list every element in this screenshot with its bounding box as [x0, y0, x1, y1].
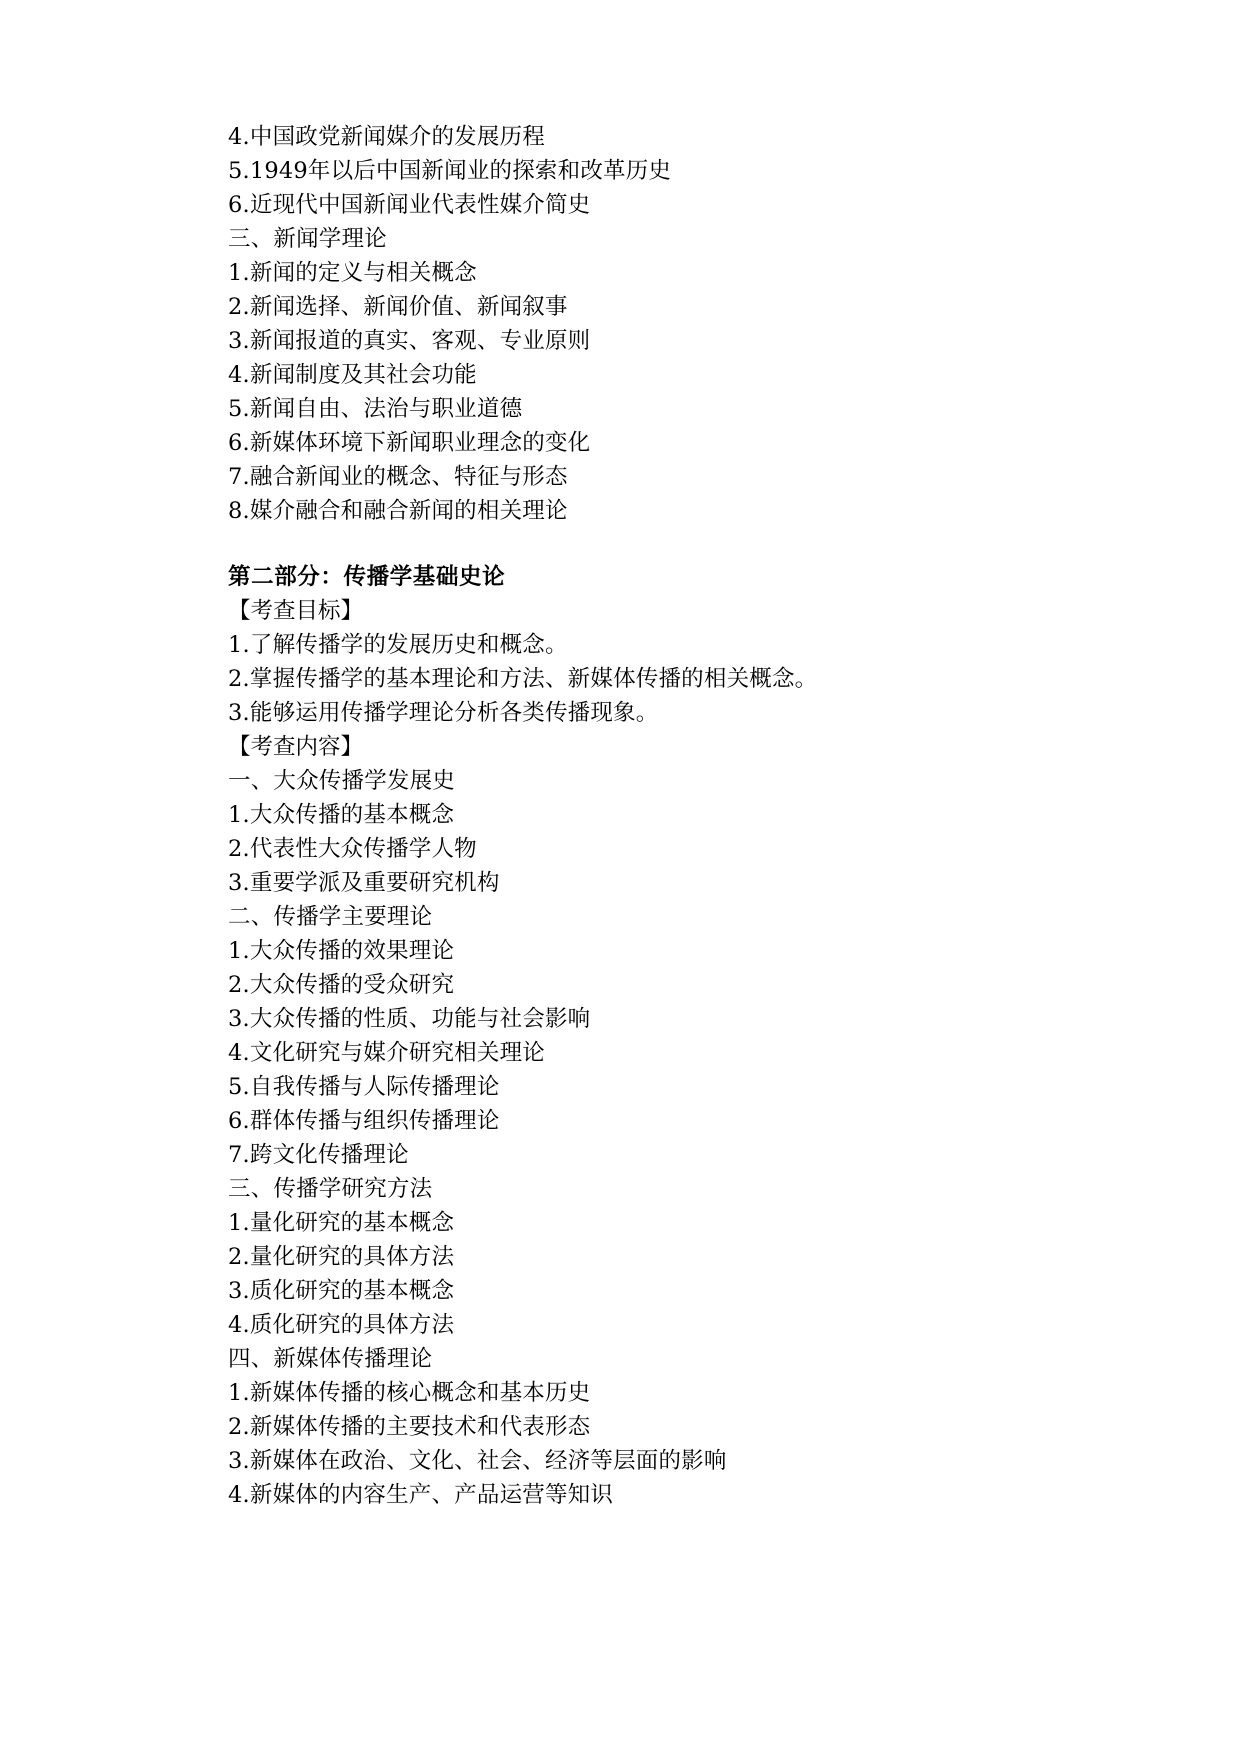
list-item: 4.新闻制度及其社会功能	[228, 362, 477, 388]
content-section-two	[228, 900, 1071, 1172]
list-item: 7.融合新闻业的概念、特征与形态	[228, 464, 568, 490]
list-item: 4.新媒体的内容生产、产品运营等知识	[228, 1482, 614, 1508]
part-one-chapter3-items	[228, 256, 1071, 528]
list-item: 5.自我传播与人际传播理论	[228, 1074, 500, 1100]
section-title: 一、大众传播学发展史	[228, 768, 456, 794]
list-item: 2.量化研究的具体方法	[228, 1244, 455, 1270]
list-item: 2.掌握传播学的基本理论和方法、新媒体传播的相关概念。	[228, 666, 818, 692]
objective-list	[228, 628, 1071, 730]
part-one-chapter2-items	[228, 120, 1071, 222]
section-title: 三、传播学研究方法	[228, 1176, 433, 1202]
section-title: 二、传播学主要理论	[228, 904, 433, 930]
list-item: 4.中国政党新闻媒介的发展历程	[228, 124, 545, 150]
list-item: 4.文化研究与媒介研究相关理论	[228, 1040, 545, 1066]
objective-label: 【考查目标】	[228, 598, 364, 624]
list-item: 3.新闻报道的真实、客观、专业原则	[228, 328, 591, 354]
list-item: 7.跨文化传播理论	[228, 1142, 409, 1168]
list-item: 3.质化研究的基本概念	[228, 1278, 455, 1304]
content-label: 【考查内容】	[228, 734, 364, 760]
part-two-heading: 第二部分：传播学基础史论	[228, 564, 506, 590]
list-item: 3.新媒体在政治、文化、社会、经济等层面的影响	[228, 1448, 727, 1474]
list-item: 5.1949年以后中国新闻业的探索和改革历史	[228, 158, 672, 184]
list-item: 3.能够运用传播学理论分析各类传播现象。	[228, 700, 659, 726]
content-section-four	[228, 1342, 1071, 1512]
list-item: 1.了解传播学的发展历史和概念。	[228, 632, 568, 658]
list-item: 1.大众传播的效果理论	[228, 938, 455, 964]
list-item: 6.近现代中国新闻业代表性媒介简史	[228, 192, 591, 218]
list-item: 8.媒介融合和融合新闻的相关理论	[228, 498, 568, 524]
content-section-one	[228, 764, 1071, 900]
list-item: 3.大众传播的性质、功能与社会影响	[228, 1006, 591, 1032]
list-item: 2.代表性大众传播学人物	[228, 836, 477, 862]
section-spacer	[228, 528, 1071, 560]
list-item: 6.群体传播与组织传播理论	[228, 1108, 500, 1134]
list-item: 6.新媒体环境下新闻职业理念的变化	[228, 430, 591, 456]
list-item: 1.新媒体传播的核心概念和基本历史	[228, 1380, 591, 1406]
list-item: 2.大众传播的受众研究	[228, 972, 455, 998]
chapter-heading-three: 三、新闻学理论	[228, 226, 387, 252]
list-item: 2.新闻选择、新闻价值、新闻叙事	[228, 294, 568, 320]
list-item: 1.大众传播的基本概念	[228, 802, 455, 828]
list-item: 4.质化研究的具体方法	[228, 1312, 455, 1338]
list-item: 2.新媒体传播的主要技术和代表形态	[228, 1414, 591, 1440]
section-title: 四、新媒体传播理论	[228, 1346, 433, 1372]
list-item: 1.新闻的定义与相关概念	[228, 260, 477, 286]
list-item: 1.量化研究的基本概念	[228, 1210, 455, 1236]
list-item: 3.重要学派及重要研究机构	[228, 870, 500, 896]
list-item: 5.新闻自由、法治与职业道德	[228, 396, 523, 422]
content-section-three	[228, 1172, 1071, 1342]
